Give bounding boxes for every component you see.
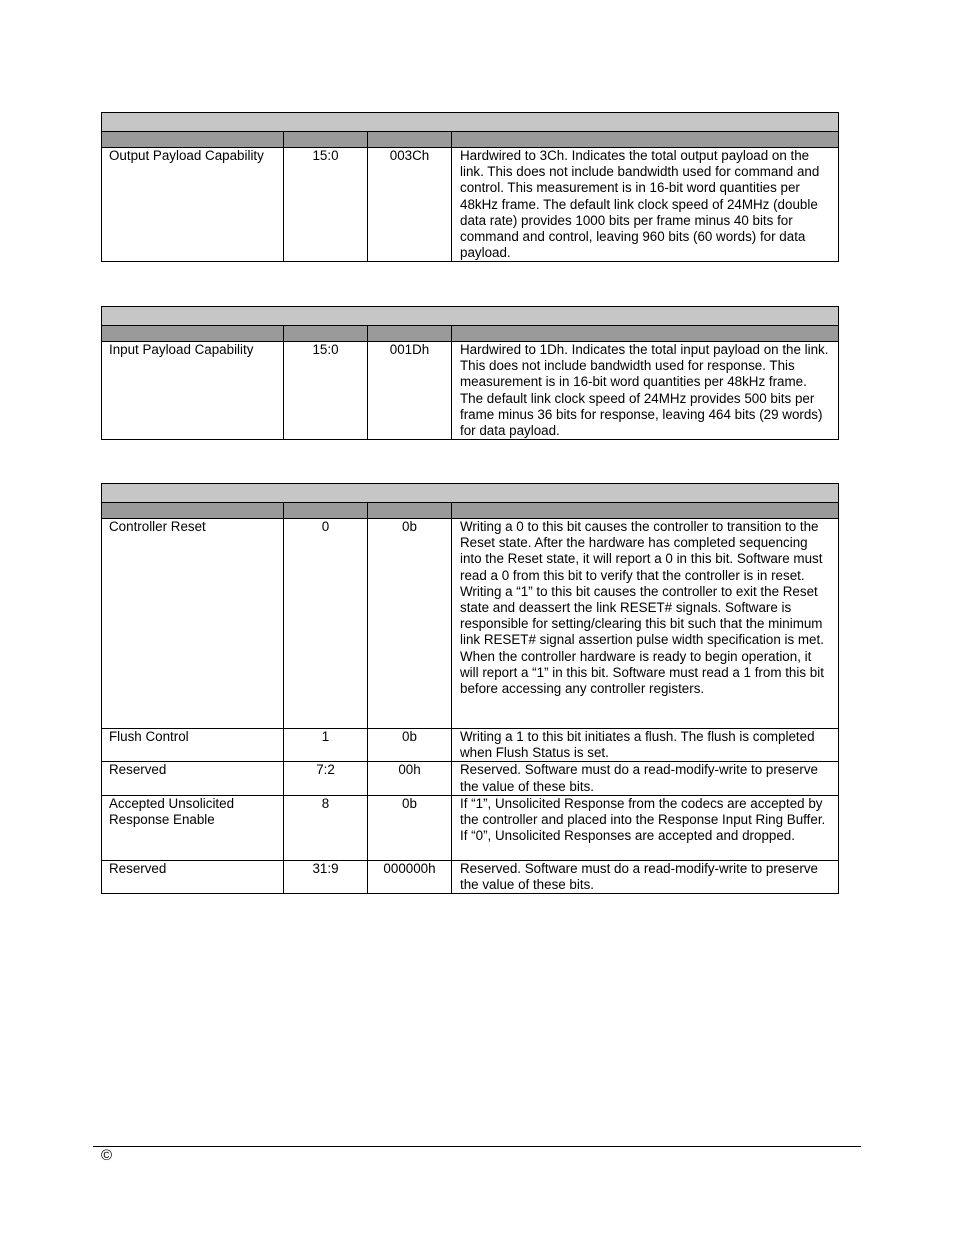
table-title-row: [102, 113, 839, 132]
field-description-cell: [452, 148, 839, 262]
table-header-row: [102, 503, 839, 519]
field-description-cell: [452, 729, 839, 762]
table-row: [102, 762, 839, 795]
field-bits: 1: [321, 729, 330, 744]
field-name: Input Payload Capability: [109, 342, 254, 357]
field-name-cell: [102, 342, 284, 440]
field-default: 001Dh: [389, 342, 430, 357]
field-default: 0b: [402, 519, 417, 534]
field-default-cell: [368, 729, 452, 762]
table-row: [102, 860, 839, 893]
table-header-row: [102, 132, 839, 148]
field-default: 003Ch: [389, 148, 430, 163]
register-table-input-payload: [101, 306, 839, 440]
field-name-cell: [102, 729, 284, 762]
header-cell-name: [102, 326, 284, 342]
register-table-output-payload: [101, 112, 839, 262]
field-name: Accepted Unsolicited Response Enable: [109, 795, 235, 828]
header-cell-default: [368, 326, 452, 342]
header-cell-description: [452, 132, 839, 148]
field-description-cell: [452, 762, 839, 795]
field-description: Writing a 1 to this bit initiates a flush. The flush is completed when Flush Status is set.: [460, 729, 815, 761]
header-cell-default: [368, 132, 452, 148]
table-title-row: [102, 307, 839, 326]
field-description-part: Writing a “1” to this bit causes the controller to exit the Reset state and deassert the link RESET# signals. Software is responsible for setting/clearing this bit such that the minimum link RESET# signal assertion pulse width specification is met.: [460, 583, 824, 648]
table-row: [102, 342, 839, 440]
field-name-cell: [102, 762, 284, 795]
table-row: [102, 148, 839, 262]
header-cell-description: [452, 503, 839, 519]
header-cell-name: [102, 503, 284, 519]
field-name: Controller Reset: [109, 519, 206, 534]
field-bits: 0: [321, 519, 330, 534]
field-description-cell: [452, 342, 839, 440]
table-row: [102, 795, 839, 860]
table-header-row: [102, 326, 839, 342]
header-cell-bits: [284, 132, 368, 148]
field-default: 00h: [398, 762, 421, 778]
field-description-part: Writing a 0 to this bit causes the controller to transition to the Reset state. After the hardware has completed sequencing into the Reset state, it will report a 0 in this bit. Software must read a 0 from this bit to verify that the controller is in reset.: [460, 519, 823, 583]
field-name: Reserved: [109, 762, 167, 778]
field-default: 0b: [402, 729, 417, 744]
field-name-cell: [102, 148, 284, 262]
register-table-global-control: [101, 483, 839, 894]
field-default-cell: [368, 342, 452, 440]
footer-copyright: ©: [101, 1147, 113, 1164]
field-description: Hardwired to 3Ch. Indicates the total output payload on the link. This does not include bandwidth used for command and control. This measurement is in 16-bit word quantities per 48kHz frame. The default link clock speed of 24MHz (double data rate) provides 1000 bits per frame minus 40 bits for command and control, leaving 960 bits (60 words) for data payload.: [460, 148, 820, 261]
field-name-cell: [102, 519, 284, 729]
footer-divider: [93, 1146, 861, 1147]
table-row: [102, 729, 839, 762]
field-description: Hardwired to 1Dh. Indicates the total input payload on the link. This does not include bandwidth used for response. This measurement is in 16-bit word quantities per 48kHz frame. The default link clock speed of 24MHz provides 500 bits per frame minus 36 bits for response, leaving 464 bits (29 words) for data payload.: [460, 342, 829, 439]
field-description-cell: [452, 795, 839, 860]
header-cell-default: [368, 503, 452, 519]
field-bits: 8: [321, 795, 330, 811]
table-title-row: [102, 484, 839, 503]
field-bits-cell: [284, 795, 368, 860]
field-bits: 7:2: [316, 762, 335, 778]
field-name: Reserved: [109, 860, 167, 876]
header-cell-bits: [284, 503, 368, 519]
field-description: Reserved. Software must do a read-modify-write to preserve the value of these bits.: [460, 762, 818, 794]
field-bits: 15:0: [312, 148, 339, 163]
field-name-cell: [102, 795, 284, 860]
field-name: Output Payload Capability: [109, 148, 264, 163]
field-name-cell: [102, 860, 284, 893]
field-bits: 15:0: [312, 342, 339, 357]
table-title-cell: [102, 307, 839, 326]
field-description: If “1”, Unsolicited Response from the codecs are accepted by the controller and placed into the Response Input Ring Buffer. If “0”, Unsolicited Responses are accepted and dropped.: [460, 795, 826, 844]
header-cell-name: [102, 132, 284, 148]
field-default: 000000h: [383, 860, 436, 876]
field-default-cell: [368, 762, 452, 795]
field-bits: 31:9: [312, 860, 339, 876]
field-default-cell: [368, 519, 452, 729]
field-description-cell: [452, 519, 839, 729]
table-title-cell: [102, 484, 839, 503]
table-row: [102, 519, 839, 729]
table-title-cell: [102, 113, 839, 132]
field-description-part: When the controller hardware is ready to begin operation, it will report a “1” in this bit. Software must read a 1 from this bit before accessing any controller registers.: [460, 648, 824, 697]
field-default-cell: [368, 795, 452, 860]
header-cell-bits: [284, 326, 368, 342]
field-bits-cell: [284, 519, 368, 729]
field-default-cell: [368, 860, 452, 893]
field-bits-cell: [284, 342, 368, 440]
field-description-cell: [452, 860, 839, 893]
field-bits-cell: [284, 762, 368, 795]
field-default-cell: [368, 148, 452, 262]
field-bits-cell: [284, 148, 368, 262]
field-description: Reserved. Software must do a read-modify-write to preserve the value of these bits.: [460, 860, 818, 893]
field-bits-cell: [284, 729, 368, 762]
field-default: 0b: [402, 795, 417, 811]
field-bits-cell: [284, 860, 368, 893]
header-cell-description: [452, 326, 839, 342]
field-name: Flush Control: [109, 729, 189, 744]
